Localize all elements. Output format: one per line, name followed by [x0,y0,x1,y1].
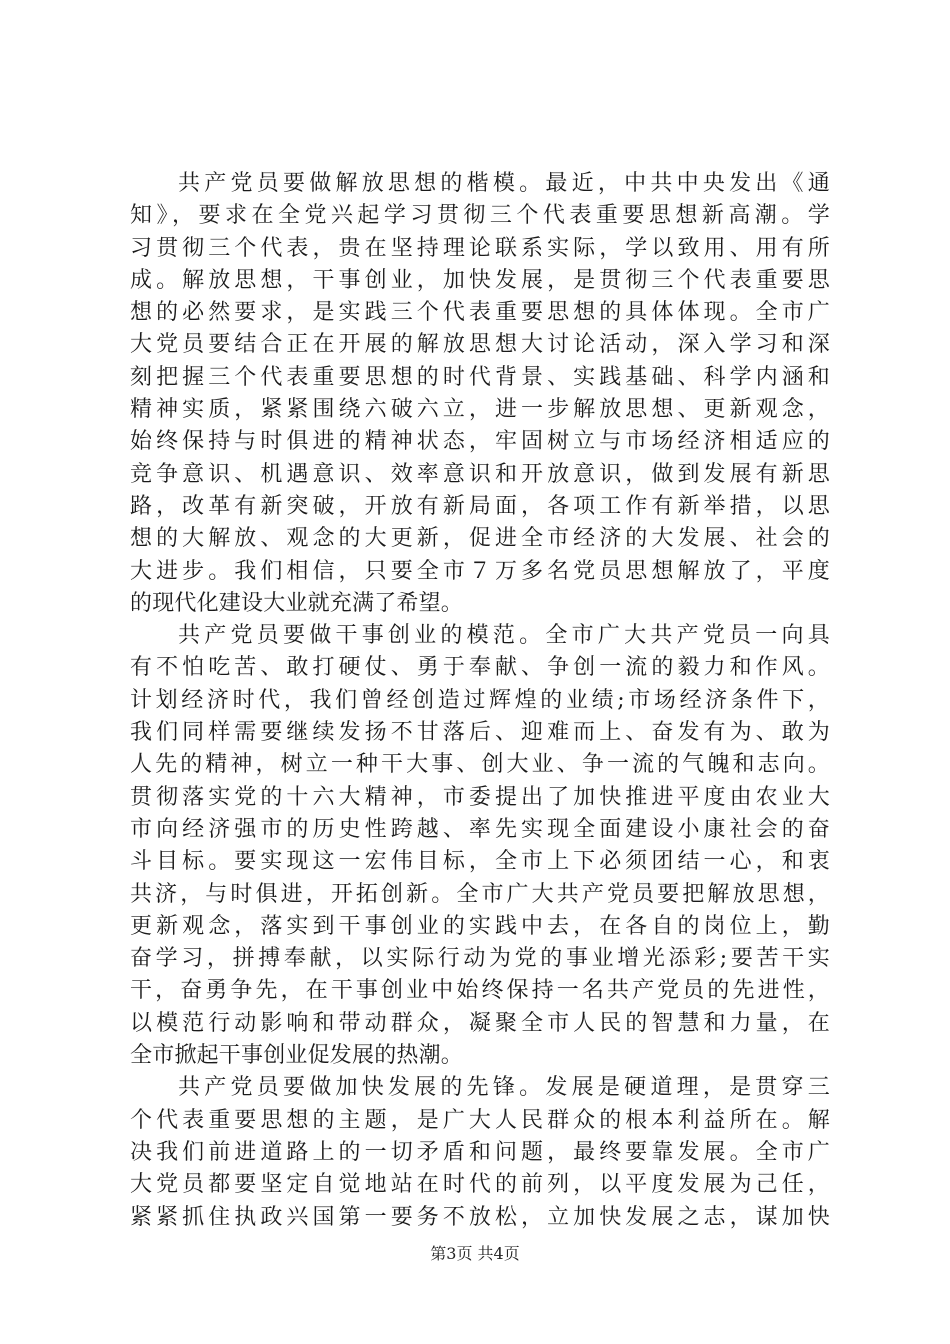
text-line: 贯彻落实党的十六大精神，市委提出了加快推进平度由农业大 [130,784,830,810]
body-text [130,168,830,1234]
text-line: 想的必然要求，是实践三个代表重要思想的具体体现。全市广 [130,300,830,326]
text-line: 奋学习，拼搏奉献，以实际行动为党的事业增光添彩;要苦干实 [130,946,830,972]
paragraph [130,620,830,1072]
text-line: 人先的精神，树立一种干大事、创大业、争一流的气魄和志向。 [130,752,830,778]
text-line: 想的大解放、观念的大更新，促进全市经济的大发展、社会的 [130,526,830,552]
text-line: 的现代化建设大业就充满了希望。 [130,590,464,616]
text-line: 精神实质，紧紧围绕六破六立，进一步解放思想、更新观念， [130,397,830,423]
text-line: 计划经济时代，我们曾经创造过辉煌的业绩;市场经济条件下， [130,687,830,713]
text-line: 知》，要求在全党兴起学习贯彻三个代表重要思想新高潮。学 [130,203,830,229]
text-line: 干，奋勇争先，在干事创业中始终保持一名共产党员的先进性， [130,978,830,1004]
text-line: 竞争意识、机遇意识、效率意识和开放意识，做到发展有新思 [130,461,830,487]
text-line: 个代表重要思想的主题，是广大人民群众的根本利益所在。解 [130,1107,830,1133]
text-line: 全市掀起干事创业促发展的热潮。 [130,1043,464,1069]
paragraph [130,1072,830,1233]
text-line: 市向经济强市的历史性跨越、率先实现全面建设小康社会的奋 [130,816,830,842]
text-line: 斗目标。要实现这一宏伟目标，全市上下必须团结一心，和衷 [130,849,830,875]
text-line: 刻把握三个代表重要思想的时代背景、实践基础、科学内涵和 [130,364,830,390]
text-line: 大党员都要坚定自觉地站在时代的前列，以平度发展为己任， [130,1172,830,1198]
page-footer: 第3页 共4页 [430,1244,520,1263]
text-line: 大进步。我们相信，只要全市７万多名党员思想解放了，平度 [130,558,830,584]
text-line: 大党员要结合正在开展的解放思想大讨论活动，深入学习和深 [130,332,830,358]
text-line: 我们同样需要继续发扬不甘落后、迎难而上、奋发有为、敢为 [130,720,830,746]
text-line: 更新观念，落实到干事创业的实践中去，在各自的岗位上，勤 [130,913,830,939]
text-line: 路，改革有新突破，开放有新局面，各项工作有新举措，以思 [130,493,830,519]
text-line: 以模范行动影响和带动群众，凝聚全市人民的智慧和力量，在 [130,1010,830,1036]
text-line: 共产党员要做加快发展的先锋。发展是硬道理，是贯穿三 [178,1075,830,1101]
text-line: 决我们前进道路上的一切矛盾和问题，最终要靠发展。全市广 [130,1139,830,1165]
text-line: 共产党员要做干事创业的模范。全市广大共产党员一向具 [178,623,830,649]
text-line: 有不怕吃苦、敢打硬仗、勇于奉献、争创一流的毅力和作风。 [130,655,830,681]
text-line: 共济，与时俱进，开拓创新。全市广大共产党员要把解放思想， [130,881,830,907]
text-line: 紧紧抓住执政兴国第一要务不放松，立加快发展之志，谋加快 [130,1204,830,1230]
text-line: 共产党员要做解放思想的楷模。最近，中共中央发出《通 [178,171,830,196]
text-line: 始终保持与时俱进的精神状态，牢固树立与市场经济相适应的 [130,429,830,455]
text-line: 成。解放思想，干事创业，加快发展，是贯彻三个代表重要思 [130,267,830,293]
text-line: 习贯彻三个代表，贵在坚持理论联系实际，学以致用、用有所 [130,235,830,261]
paragraph [130,168,830,620]
